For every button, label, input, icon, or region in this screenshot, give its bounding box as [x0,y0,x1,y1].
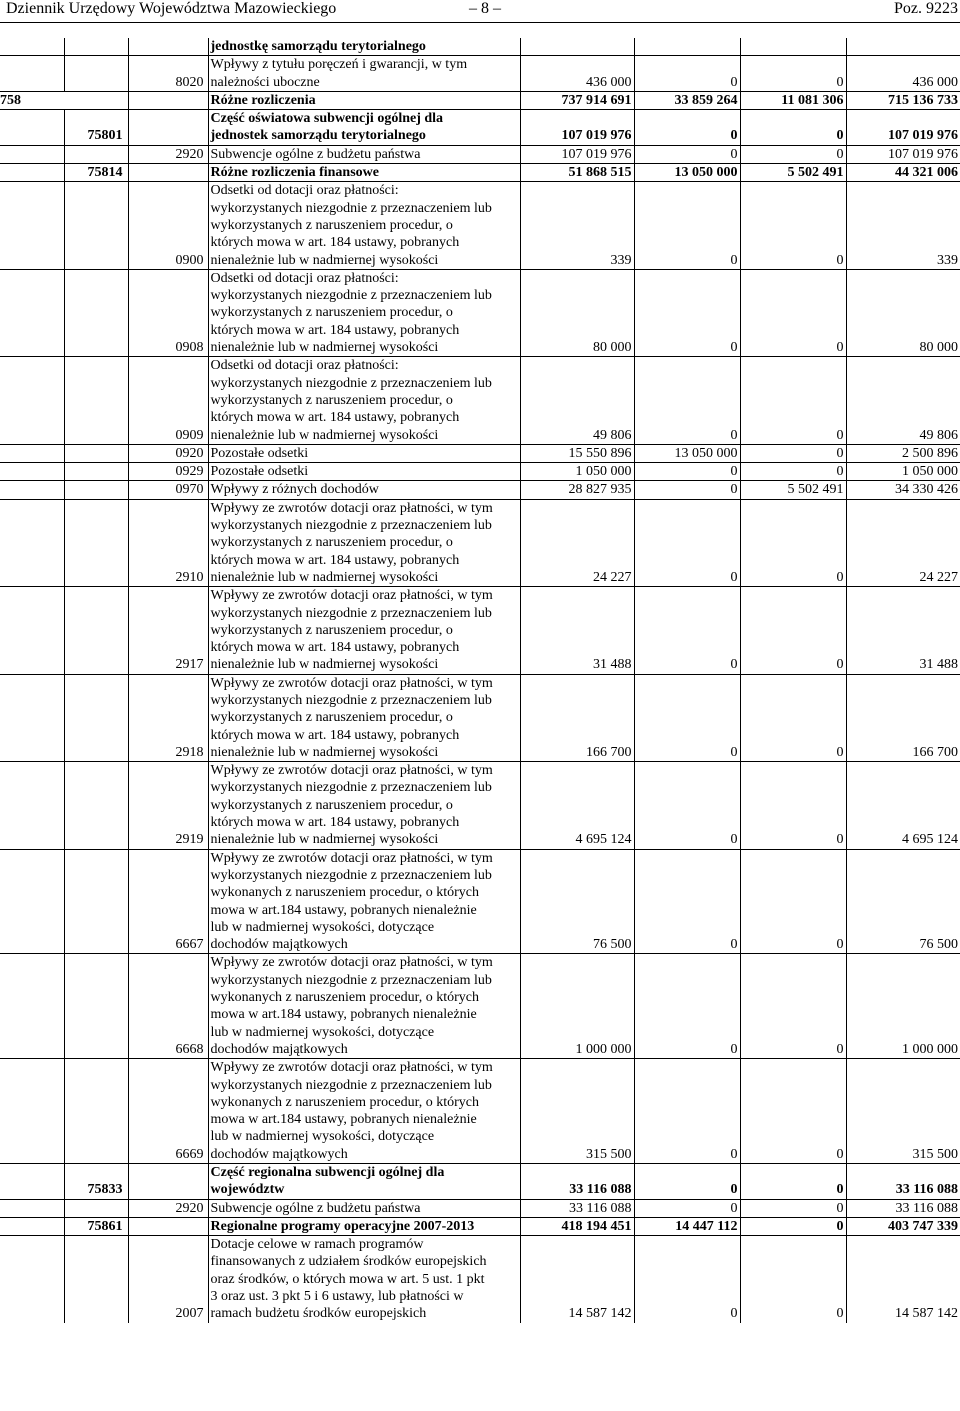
rozdzial-cell: 75814 [64,164,128,182]
decrease-cell: 0 [634,1199,740,1217]
paragraf-cell [128,91,208,109]
increase-cell: 0 [740,463,846,481]
table-row [0,463,960,481]
journal-title: Dziennik Urzędowy Województwa Mazowieckiego [6,0,337,17]
plan-before-cell: 107 019 976 [520,110,634,146]
increase-cell: 0 [740,1217,846,1235]
description-cell: Pozostałe odsetki [208,444,520,462]
increase-cell: 0 [740,1164,846,1200]
dzial-cell [0,357,64,444]
table-row [0,762,960,849]
table-row [0,849,960,954]
rozdzial-cell [64,269,128,356]
description-cell: Wpływy ze zwrotów dotacji oraz płatności, w tym wykorzystanych niezgodnie z przeznaczeniem lub wykorzystanych z naruszeniem procedur, o których mowa w art. 184 ustawy, pobranych nienależnie lub w nadmiernej wysokości [208,674,520,761]
decrease-cell [634,38,740,56]
paragraf-cell: 0970 [128,481,208,499]
increase-cell: 0 [740,954,846,1059]
decrease-cell: 0 [634,1236,740,1323]
increase-cell: 0 [740,145,846,163]
table-row [0,444,960,462]
description-cell: Odsetki od dotacji oraz płatności: wykorzystanych niezgodnie z przeznaczeniem lub wykorzystanych z naruszeniem procedur, o których mowa w art. 184 ustawy, pobranych nienależnie lub w nadmiernej wysokości [208,182,520,269]
table-row [0,110,960,146]
plan-before-cell: 80 000 [520,269,634,356]
dzial-cell [0,499,64,586]
increase-cell: 0 [740,1059,846,1164]
increase-cell: 0 [740,587,846,674]
description-cell: Wpływy ze zwrotów dotacji oraz płatności, w tym wykorzystanych niezgodnie z przeznaczeniem lub wykonanych z naruszeniem procedur, o których mowa w art.184 ustawy, pobranych nienależnie lub w nadmiernej wysokości, dotyczące dochodów majątkowych [208,1059,520,1164]
dzial-cell: 758 [0,91,64,109]
rozdzial-cell [64,91,128,109]
plan-after-cell [846,38,960,56]
plan-after-cell: 339 [846,182,960,269]
dzial-cell [0,762,64,849]
description-cell: Wpływy ze zwrotów dotacji oraz płatności, w tym wykorzystanych niezgodnie z przeznaczeniem lub wykonanych z naruszeniem procedur, o których mowa w art.184 ustawy, pobranych nienależnie lub w nadmiernej wysokości, dotyczące dochodów majątkowych [208,849,520,954]
dzial-cell [0,444,64,462]
position-number: Poz. 9223 [894,0,958,17]
increase-cell: 11 081 306 [740,91,846,109]
plan-before-cell: 51 868 515 [520,164,634,182]
increase-cell: 5 502 491 [740,481,846,499]
dzial-cell [0,182,64,269]
table-row [0,56,960,92]
decrease-cell: 0 [634,56,740,92]
plan-after-cell: 34 330 426 [846,481,960,499]
plan-after-cell: 4 695 124 [846,762,960,849]
dzial-cell [0,1059,64,1164]
increase-cell: 0 [740,674,846,761]
table-row [0,164,960,182]
plan-after-cell: 403 747 339 [846,1217,960,1235]
plan-before-cell: 737 914 691 [520,91,634,109]
plan-before-cell: 107 019 976 [520,145,634,163]
plan-after-cell: 24 227 [846,499,960,586]
table-row [0,357,960,444]
rozdzial-cell [64,145,128,163]
budget-table [0,38,960,1323]
decrease-cell: 0 [634,499,740,586]
rozdzial-cell: 75833 [64,1164,128,1200]
rozdzial-cell [64,1199,128,1217]
decrease-cell: 0 [634,1164,740,1200]
dzial-cell [0,269,64,356]
increase-cell: 0 [740,56,846,92]
description-cell: Subwencje ogólne z budżetu państwa [208,145,520,163]
paragraf-cell: 8020 [128,56,208,92]
rozdzial-cell [64,674,128,761]
decrease-cell: 0 [634,849,740,954]
dzial-cell [0,481,64,499]
increase-cell: 0 [740,110,846,146]
increase-cell [740,38,846,56]
rozdzial-cell [64,357,128,444]
description-cell: Pozostałe odsetki [208,463,520,481]
decrease-cell: 0 [634,110,740,146]
plan-after-cell: 1 000 000 [846,954,960,1059]
increase-cell: 0 [740,849,846,954]
dzial-cell [0,954,64,1059]
paragraf-cell: 0929 [128,463,208,481]
description-cell: Część oświatowa subwencji ogólnej dla jednostek samorządu terytorialnego [208,110,520,146]
rozdzial-cell [64,849,128,954]
paragraf-cell [128,110,208,146]
increase-cell: 0 [740,182,846,269]
paragraf-cell [128,38,208,56]
increase-cell: 0 [740,444,846,462]
table-row [0,1236,960,1323]
decrease-cell: 0 [634,1059,740,1164]
decrease-cell: 13 050 000 [634,164,740,182]
table-row [0,91,960,109]
table-row [0,674,960,761]
plan-before-cell: 28 827 935 [520,481,634,499]
dzial-cell [0,849,64,954]
dzial-cell [0,38,64,56]
rozdzial-cell [64,762,128,849]
plan-after-cell: 715 136 733 [846,91,960,109]
table-row [0,269,960,356]
increase-cell: 0 [740,357,846,444]
rozdzial-cell [64,1059,128,1164]
paragraf-cell: 6667 [128,849,208,954]
plan-before-cell: 339 [520,182,634,269]
plan-before-cell: 31 488 [520,587,634,674]
plan-after-cell: 33 116 088 [846,1164,960,1200]
description-cell: Wpływy ze zwrotów dotacji oraz płatności, w tym wykorzystanych niezgodnie z przeznaczeniem lub wykorzystanych z naruszeniem procedur, o których mowa w art. 184 ustawy, pobranych nienależnie lub w nadmiernej wysokości [208,762,520,849]
plan-after-cell: 14 587 142 [846,1236,960,1323]
plan-after-cell: 49 806 [846,357,960,444]
decrease-cell: 0 [634,762,740,849]
header-rule [0,22,960,23]
table-row [0,481,960,499]
description-cell: Wpływy z tytułu poręczeń i gwarancji, w tym należności uboczne [208,56,520,92]
increase-cell: 0 [740,1199,846,1217]
table-body [0,38,960,1323]
plan-after-cell: 44 321 006 [846,164,960,182]
description-cell: Różne rozliczenia [208,91,520,109]
table-row [0,38,960,56]
description-cell: Regionalne programy operacyjne 2007-2013 [208,1217,520,1235]
plan-before-cell: 1 050 000 [520,463,634,481]
paragraf-cell: 2918 [128,674,208,761]
plan-before-cell: 4 695 124 [520,762,634,849]
rozdzial-cell [64,499,128,586]
paragraf-cell: 2917 [128,587,208,674]
dzial-cell [0,463,64,481]
table-row [0,1059,960,1164]
rozdzial-cell [64,56,128,92]
plan-before-cell: 33 116 088 [520,1164,634,1200]
table-row [0,182,960,269]
decrease-cell: 13 050 000 [634,444,740,462]
plan-after-cell: 107 019 976 [846,110,960,146]
dzial-cell [0,1199,64,1217]
increase-cell: 0 [740,499,846,586]
plan-before-cell: 49 806 [520,357,634,444]
plan-after-cell: 107 019 976 [846,145,960,163]
plan-before-cell: 315 500 [520,1059,634,1164]
decrease-cell: 14 447 112 [634,1217,740,1235]
plan-before-cell: 76 500 [520,849,634,954]
increase-cell: 5 502 491 [740,164,846,182]
description-cell: Różne rozliczenia finansowe [208,164,520,182]
table-row [0,587,960,674]
plan-after-cell: 80 000 [846,269,960,356]
rozdzial-cell [64,954,128,1059]
plan-after-cell: 76 500 [846,849,960,954]
table-row [0,1164,960,1200]
decrease-cell: 0 [634,954,740,1059]
description-cell: Wpływy ze zwrotów dotacji oraz płatności, w tym wykorzystanych niezgodnie z przeznaczeniem lub wykorzystanych z naruszeniem procedur, o których mowa w art. 184 ustawy, pobranych nienależnie lub w nadmiernej wysokości [208,587,520,674]
increase-cell: 0 [740,269,846,356]
plan-after-cell: 33 116 088 [846,1199,960,1217]
decrease-cell: 0 [634,357,740,444]
rozdzial-cell [64,182,128,269]
plan-before-cell: 436 000 [520,56,634,92]
rozdzial-cell [64,444,128,462]
table-row [0,1217,960,1235]
increase-cell: 0 [740,762,846,849]
description-cell: Wpływy ze zwrotów dotacji oraz płatności, w tym wykorzystanych niezgodnie z przeznaczeniem lub wykorzystanych z naruszeniem procedur, o których mowa w art. 184 ustawy, pobranych nienależnie lub w nadmiernej wysokości [208,499,520,586]
decrease-cell: 0 [634,463,740,481]
table-row [0,499,960,586]
table-row [0,954,960,1059]
page-header [0,0,960,24]
increase-cell: 0 [740,1236,846,1323]
plan-before-cell: 24 227 [520,499,634,586]
rozdzial-cell [64,463,128,481]
page-number: – 8 – [469,0,501,17]
rozdzial-cell [64,38,128,56]
decrease-cell: 33 859 264 [634,91,740,109]
rozdzial-cell: 75801 [64,110,128,146]
plan-before-cell: 418 194 451 [520,1217,634,1235]
plan-before-cell: 33 116 088 [520,1199,634,1217]
decrease-cell: 0 [634,182,740,269]
table-row [0,145,960,163]
description-cell: Subwencje ogólne z budżetu państwa [208,1199,520,1217]
plan-before-cell: 1 000 000 [520,954,634,1059]
rozdzial-cell [64,481,128,499]
description-cell: Odsetki od dotacji oraz płatności: wykorzystanych niezgodnie z przeznaczeniem lub wykorzystanych z naruszeniem procedur, o których mowa w art. 184 ustawy, pobranych nienależnie lub w nadmiernej wysokości [208,357,520,444]
plan-after-cell: 315 500 [846,1059,960,1164]
description-cell: Wpływy z różnych dochodów [208,481,520,499]
paragraf-cell [128,164,208,182]
dzial-cell [0,1164,64,1200]
decrease-cell: 0 [634,269,740,356]
decrease-cell: 0 [634,145,740,163]
dzial-cell [0,587,64,674]
dzial-cell [0,56,64,92]
description-cell: Odsetki od dotacji oraz płatności: wykorzystanych niezgodnie z przeznaczeniem lub wykorzystanych z naruszeniem procedur, o których mowa w art. 184 ustawy, pobranych nienależnie lub w nadmiernej wysokości [208,269,520,356]
paragraf-cell: 2919 [128,762,208,849]
paragraf-cell: 6668 [128,954,208,1059]
decrease-cell: 0 [634,481,740,499]
plan-before-cell: 15 550 896 [520,444,634,462]
plan-before-cell: 166 700 [520,674,634,761]
table-row [0,1199,960,1217]
plan-after-cell: 31 488 [846,587,960,674]
paragraf-cell: 2920 [128,1199,208,1217]
paragraf-cell: 0900 [128,182,208,269]
description-cell: Część regionalna subwencji ogólnej dla województw [208,1164,520,1200]
plan-after-cell: 1 050 000 [846,463,960,481]
dzial-cell [0,1236,64,1323]
paragraf-cell: 0920 [128,444,208,462]
plan-after-cell: 2 500 896 [846,444,960,462]
description-cell: jednostkę samorządu terytorialnego [208,38,520,56]
paragraf-cell [128,1217,208,1235]
dzial-cell [0,110,64,146]
paragraf-cell: 2910 [128,499,208,586]
plan-before-cell: 14 587 142 [520,1236,634,1323]
paragraf-cell [128,1164,208,1200]
dzial-cell [0,145,64,163]
description-cell: Dotacje celowe w ramach programów finansowanych z udziałem środków europejskich oraz środków, o których mowa w art. 5 ust. 1 pkt 3 oraz ust. 3 pkt 5 i 6 ustawy, lub płatności w ramach budżetu środków europejskich [208,1236,520,1323]
description-cell: Wpływy ze zwrotów dotacji oraz płatności, w tym wykorzystanych niezgodnie z przeznaczeniam lub wykonanych z naruszeniem procedur, o których mowa w art.184 ustawy, pobranych nienależnie lub w nadmiernej wysokości, dotyczące dochodów majątkowych [208,954,520,1059]
plan-after-cell: 166 700 [846,674,960,761]
dzial-cell [0,164,64,182]
dzial-cell [0,1217,64,1235]
paragraf-cell: 2920 [128,145,208,163]
paragraf-cell: 0909 [128,357,208,444]
paragraf-cell: 0908 [128,269,208,356]
decrease-cell: 0 [634,674,740,761]
dzial-cell [0,674,64,761]
plan-before-cell [520,38,634,56]
decrease-cell: 0 [634,587,740,674]
rozdzial-cell: 75861 [64,1217,128,1235]
plan-after-cell: 436 000 [846,56,960,92]
rozdzial-cell [64,1236,128,1323]
rozdzial-cell [64,587,128,674]
paragraf-cell: 2007 [128,1236,208,1323]
paragraf-cell: 6669 [128,1059,208,1164]
